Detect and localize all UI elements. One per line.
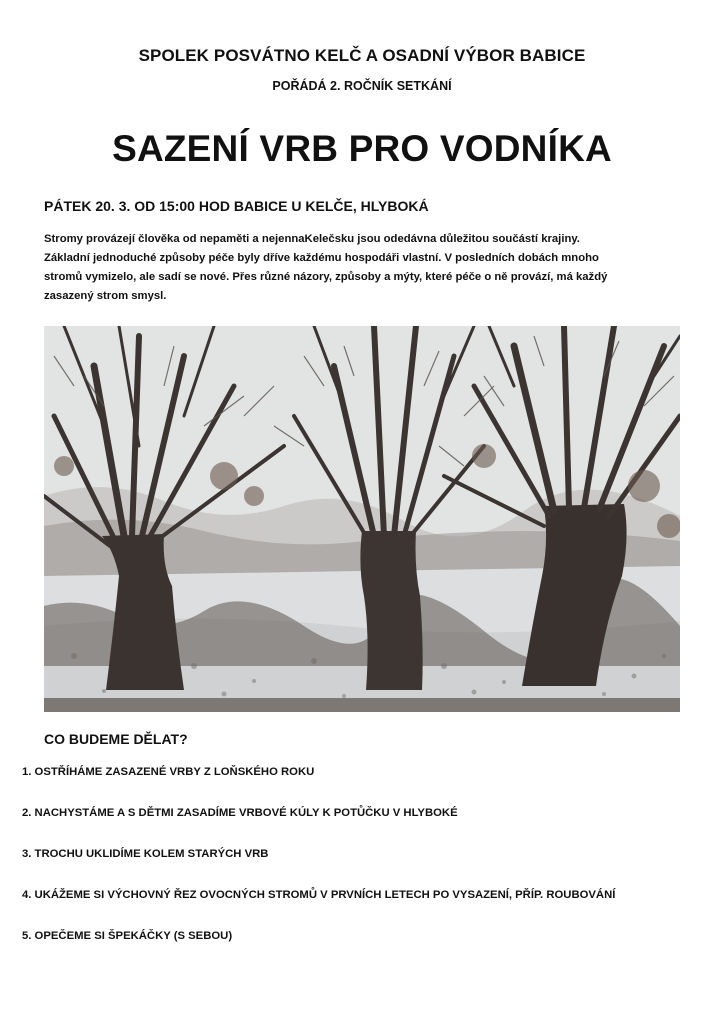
intro-line: Základní jednoduché způsoby péče byly dříve každému hospodáři vlastní. V posledních dobách mnoho (44, 252, 599, 264)
intro-line: stromů vymizelo, ale sadí se nové. Přes různé názory, způsoby a mýty, které péče o ně provází, má každý (44, 271, 608, 283)
intro-paragraph (44, 230, 684, 306)
willow-trees-photo (44, 326, 680, 712)
intro-line: zasazený strom smysl. (44, 290, 167, 302)
list-item: 3. TROCHU UKLIDÍME KOLEM STARÝCH VRB (22, 848, 269, 860)
program-list (22, 764, 712, 969)
page-title: SAZENÍ VRB PRO VODNÍKA (112, 128, 612, 169)
event-date-location: PÁTEK 20. 3. OD 15:00 HOD BABICE U KELČE, HLYBOKÁ (44, 198, 429, 214)
list-item: 4. UKÁŽEME SI VÝCHOVNÝ ŘEZ OVOCNÝCH STROMŮ V PRVNÍCH LETECH PO VYSAZENÍ, PŘÍP. ROUBOVÁNÍ (22, 889, 616, 901)
program-heading: CO BUDEME DĚLAT? (44, 731, 188, 747)
list-item: 1. OSTŘÍHÁME ZASAZENÉ VRBY Z LOŇSKÉHO ROKU (22, 766, 315, 778)
list-item: 5. OPEČEME SI ŠPEKÁČKY (S SEBOU) (22, 930, 233, 942)
organizers-heading: SPOLEK POSVÁTNO KELČ A OSADNÍ VÝBOR BABICE (138, 46, 586, 65)
list-item: 2. NACHYSTÁME A S DĚTMI ZASADÍME VRBOVÉ KÚLY K POTŮČKU V HLYBOKÉ (22, 807, 458, 819)
intro-line: Stromy provázejí člověka od nepaměti a nejennaKelečsku jsou odedávna důležitou součástí krajiny. (44, 233, 580, 245)
event-subtitle: POŘÁDÁ 2. ROČNÍK SETKÁNÍ (272, 79, 452, 93)
